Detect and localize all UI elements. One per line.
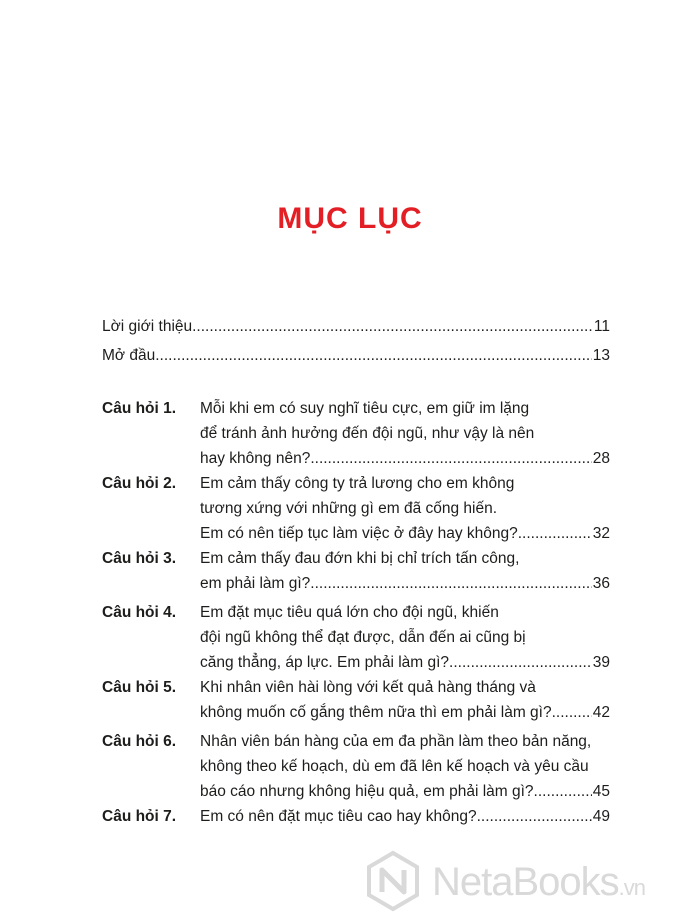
toc-page-number: 42: [592, 704, 610, 721]
toc-entry-opening[interactable]: [102, 343, 610, 368]
question-text-line: em phải làm gì?: [200, 575, 311, 592]
question-text-line: Em cảm thấy đau đớn khi bị chỉ trích tấn công,: [200, 550, 520, 567]
hexagon-n-icon: [362, 850, 424, 912]
question-text-line: đội ngũ không thể đạt được, dẫn đến ai cũng bị: [200, 629, 526, 646]
toc-page-number: 32: [592, 525, 610, 542]
question-text-line: Khi nhân viên hài lòng với kết quả hàng tháng và: [200, 679, 536, 696]
toc-page-number: 28: [592, 450, 610, 467]
dot-leader: [192, 314, 593, 339]
toc-page-number: 45: [592, 783, 610, 800]
question-text-line: Mỗi khi em có suy nghĩ tiêu cực, em giữ im lặng: [200, 400, 530, 417]
question-label: Câu hỏi 2.: [102, 475, 177, 492]
dot-leader: [449, 650, 592, 675]
watermark-logo: [362, 850, 692, 910]
dot-leader: [168, 343, 592, 368]
question-text-line: Em đặt mục tiêu quá lớn cho đội ngũ, khiến: [200, 604, 499, 621]
toc-page-number: 36: [592, 575, 610, 592]
question-text-line: Nhân viên bán hàng của em đa phần làm theo bản năng,: [200, 733, 592, 750]
toc-page-number: 13: [592, 347, 610, 364]
question-text-line: không theo kế hoạch, dù em đã lên kế hoạch và yêu cầu: [200, 758, 589, 775]
dot-leader: [477, 804, 592, 829]
toc-entry-text: Mở đầu...: [102, 347, 169, 364]
dot-leader: [552, 700, 592, 725]
toc-entry-text: Lời giới thiệu: [102, 318, 193, 335]
question-label: Câu hỏi 6.: [102, 733, 177, 750]
watermark-text: NetaBooks.vn: [432, 860, 646, 904]
question-label: Câu hỏi 5.: [102, 679, 177, 696]
question-text-line: không muốn cố gắng thêm nữa thì em phải làm gì?: [200, 704, 552, 721]
question-text-line: Em có nên đặt mục tiêu cao hay không?: [200, 808, 477, 825]
dot-leader: [518, 521, 592, 546]
toc-page-number: 39: [592, 654, 610, 671]
question-label: Câu hỏi 3.: [102, 550, 177, 567]
toc-page-number: 11: [593, 318, 610, 335]
question-label: Câu hỏi 7.: [102, 808, 177, 825]
question-text-line: Em cảm thấy công ty trả lương cho em không: [200, 475, 515, 492]
question-text-line: để tránh ảnh hưởng đến đội ngũ, như vậy là nên: [200, 425, 535, 442]
question-text-line: tương xứng với những gì em đã cống hiến.: [200, 500, 498, 517]
question-text-line: báo cáo nhưng không hiệu quả, em phải làm gì?: [200, 783, 534, 800]
question-text-line: căng thẳng, áp lực. Em phải làm gì?: [200, 654, 450, 671]
dot-leader: [310, 571, 591, 596]
toc-entry-intro[interactable]: [102, 314, 610, 339]
page-title: MỤC LỤC: [277, 202, 423, 235]
question-label: Câu hỏi 4.: [102, 604, 177, 621]
question-text-line: Em có nên tiếp tục làm việc ở đây hay không?: [200, 525, 518, 542]
dot-leader: [534, 779, 592, 804]
dot-leader: [310, 446, 591, 471]
question-label: Câu hỏi 1.: [102, 400, 177, 417]
toc-page-number: 49: [592, 808, 610, 825]
question-text-line: hay không nên?: [200, 450, 311, 467]
